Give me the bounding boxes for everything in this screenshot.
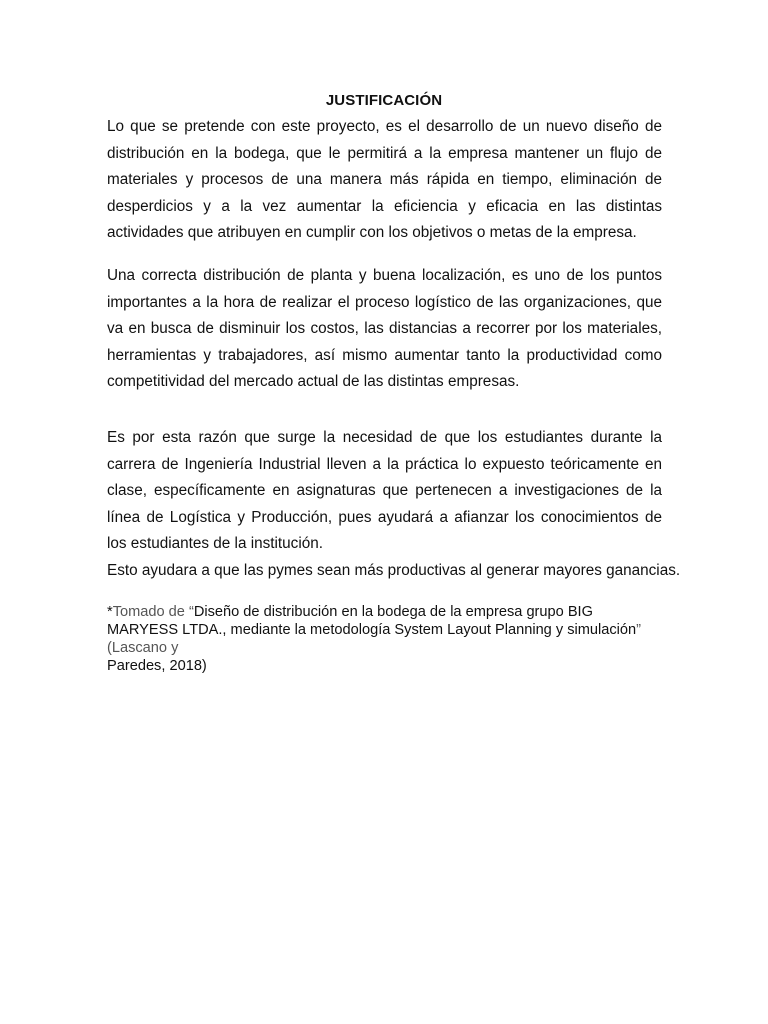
footnote	[107, 603, 662, 675]
page-title: JUSTIFICACIÓN	[325, 92, 443, 109]
paragraph-2: Una correcta distribución de planta y buena localización, es uno de los puntos importantes a la hora de realizar el proceso logístico de las organizaciones, que va en busca de disminuir los costos, las distancias a recorrer por los materiales, herramientas y trabajadores, así mismo aumentar tanto la productividad como competitividad del mercado actual de las distintas empresas.	[107, 267, 662, 391]
paragraph-3: Es por esta razón que surge la necesidad de que los estudiantes durante la carrera de Ingeniería Industrial lleven a la práctica lo expuesto teóricamente en clase, específicamente en asignaturas que pertenecen a investigaciones de la línea de Logística y Producción, pues ayudará a afianzar los conocimientos de los estudiantes de la institución.	[107, 429, 662, 553]
paragraph-4: Esto ayudara a que las pymes sean más productivas al generar mayores ganancias.	[107, 562, 681, 579]
footnote-asterisk: *	[107, 604, 113, 620]
footnote-suffix: ” (Lascano y	[107, 622, 642, 656]
footnote-prefix: Tomado de “	[112, 604, 194, 620]
footnote-tail: Paredes, 2018)	[107, 658, 207, 674]
paragraph-1: Lo que se pretende con este proyecto, es el desarrollo de un nuevo diseño de distribución en la bodega, que le permitirá a la empresa mantener un flujo de materiales y procesos de una manera más rápida en tiempo, eliminación de desperdicios y a la vez aumentar la eficiencia y eficacia en las distintas actividades que atribuyen en cumplir con los objetivos o metas de la empresa.	[107, 118, 662, 242]
footnote-citation: Diseño de distribución en la bodega de la empresa grupo BIG MARYESS LTDA., mediante la metodología System Layout Planning y simulación	[107, 604, 637, 638]
